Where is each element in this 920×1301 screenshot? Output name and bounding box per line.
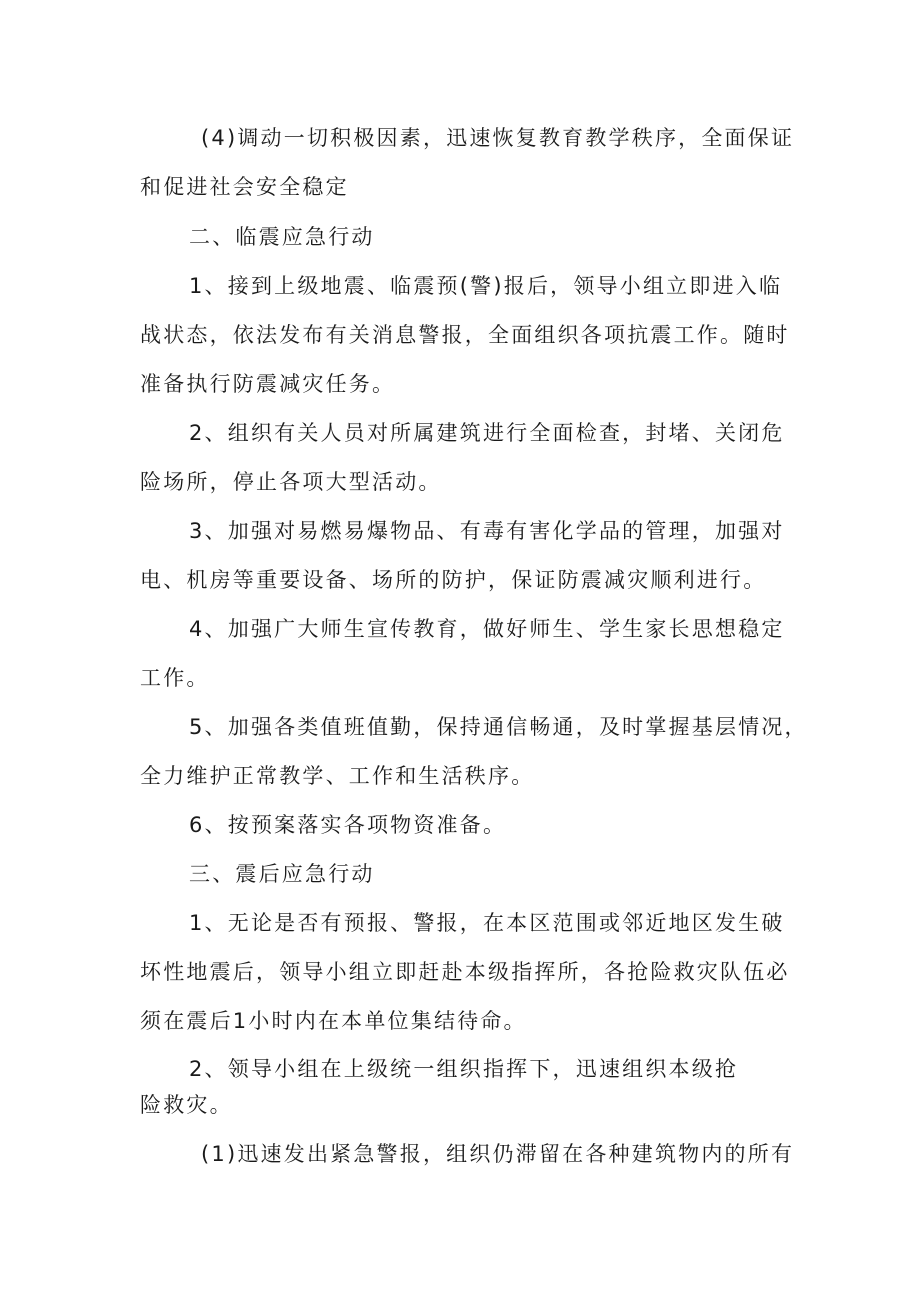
section-heading: 二、临震应急行动 — [189, 225, 375, 249]
text-line: 工作。 — [140, 666, 210, 690]
text-line: 电、机房等重要设备、场所的防护，保证防震减灾顺利进行。 — [140, 568, 767, 592]
text-line: 和促进社会安全稳定 — [140, 175, 349, 199]
text-line: 3、加强对易燃易爆物品、有毒有害化学品的管理，加强对 — [189, 519, 785, 543]
text-line: 1、无论是否有预报、警报，在本区范围或邻近地区发生破 — [189, 911, 785, 935]
text-line: 2、领导小组在上级统一组织指挥下，迅速组织本级抢 — [189, 1057, 739, 1081]
text-line: 全力维护正常教学、工作和生活秩序。 — [140, 764, 535, 788]
text-line: 1、接到上级地震、临震预(警)报后，领导小组立即进入临 — [189, 274, 783, 298]
text-line: (4)调动一切积极因素，迅速恢复教育教学秩序，全面保证 — [201, 126, 795, 150]
text-line: 战状态，依法发布有关消息警报，全面组织各项抗震工作。随时 — [140, 323, 790, 347]
text-line: 须在震后1小时内在本单位集结待命。 — [140, 1009, 527, 1033]
text-line: 5、加强各类值班值勤，保持通信畅通，及时掌握基层情况， — [189, 715, 808, 739]
section-heading: 三、震后应急行动 — [189, 862, 375, 886]
text-line: (1)迅速发出紧急警报，组织仍滞留在各种建筑物内的所有 — [201, 1142, 795, 1166]
text-line: 险救灾。 — [140, 1093, 233, 1117]
text-line: 坏性地震后，领导小组立即赶赴本级指挥所，各抢险救灾队伍必 — [140, 960, 790, 984]
text-line: 2、组织有关人员对所属建筑进行全面检查，封堵、关闭危 — [189, 421, 785, 445]
text-line: 准备执行防震减灾任务。 — [140, 372, 396, 396]
text-line: 6、按预案落实各项物资准备。 — [189, 813, 507, 837]
text-line: 4、加强广大师生宣传教育，做好师生、学生家长思想稳定 — [189, 617, 785, 641]
text-line: 险场所，停止各项大型活动。 — [140, 470, 442, 494]
